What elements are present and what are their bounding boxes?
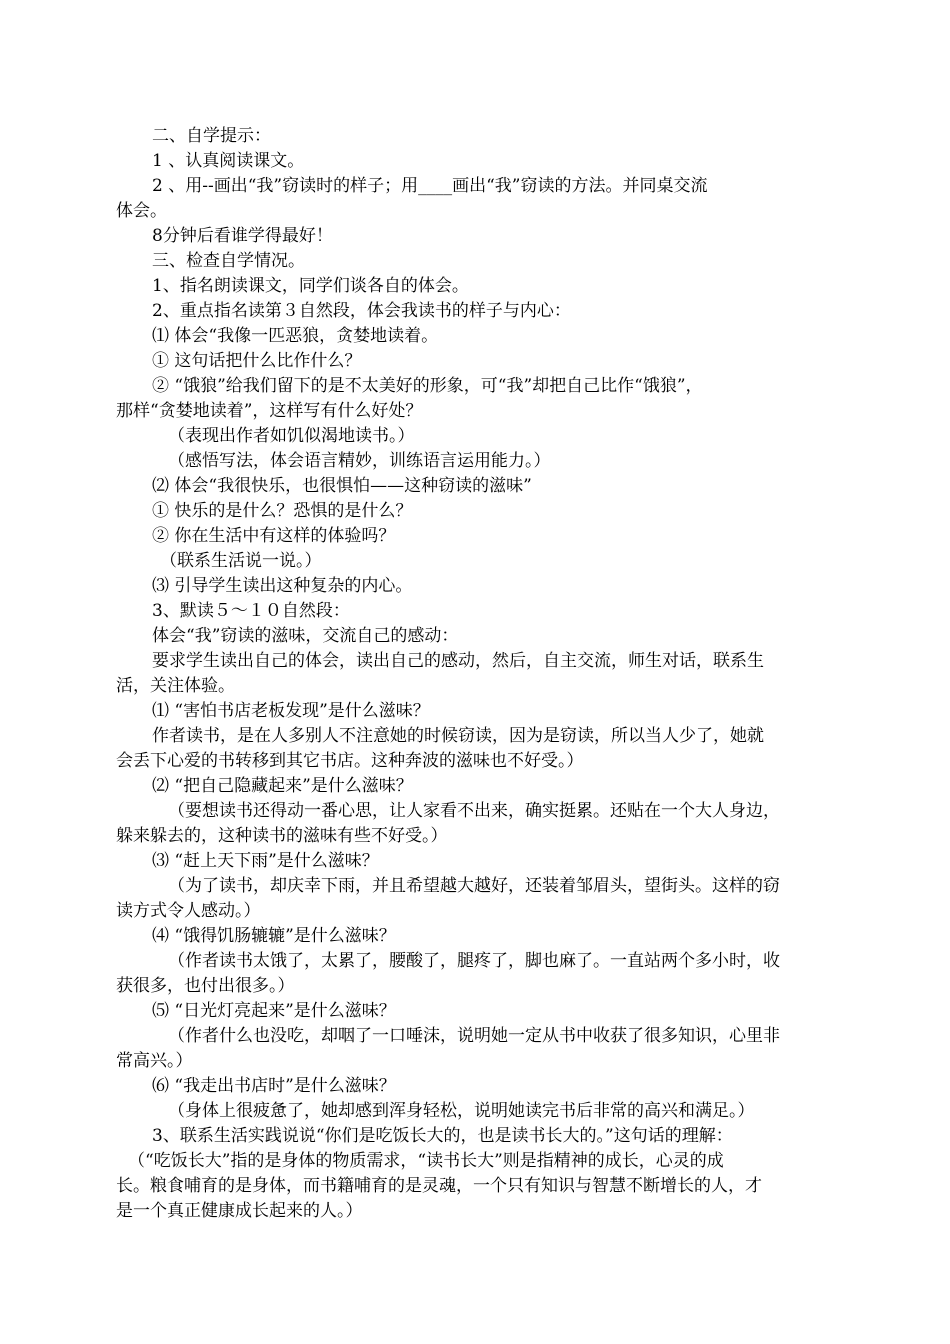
text-line: 会丢下心爱的书转移到其它书店。这种奔波的滋味也不好受。） [116,751,584,771]
document-page [116,124,850,1224]
text-line: ⑹ “我走出书店时”是什么滋味？ [152,1076,396,1096]
text-line: （要想读书还得动一番心思，让人家看不出来，确实挺累。还贴在一个大人身边， [168,801,780,821]
text-line: ⑶ “赶上天下雨”是什么滋味？ [152,851,379,871]
text-line: 2 、用--画出“我”窃读时的样子；用____画出“我”窃读的方法。并同桌交流 [152,176,708,196]
section-heading-self-study: 二、自学提示： [152,126,271,146]
text-line: （作者读书太饿了，太累了，腰酸了，腿疼了，脚也麻了。一直站两个多小时，收 [168,951,780,971]
text-line: （“吃饭长大”指的是身体的物质需求，“读书长大”则是指精神的成长，心灵的成 [128,1151,724,1171]
text-line: 3、默读５～１０自然段： [152,601,350,621]
text-line: 常高兴。） [116,1051,193,1071]
text-line: ⑷ “饿得饥肠辘辘”是什么滋味？ [152,926,396,946]
section-heading-check: 三、检查自学情况。 [152,251,305,271]
text-line: ⑵ “把自己隐藏起来”是什么滋味？ [152,776,413,796]
text-line: 体会。 [116,201,167,221]
text-line: （感悟写法，体会语言精妙，训练语言运用能力。） [168,451,551,471]
text-line: ⑵ 体会“我很快乐，也很惧怕——这种窃读的滋味” [152,476,532,496]
text-line: ① 这句话把什么比作什么？ [152,351,362,371]
text-line: 1、指名朗读课文，同学们谈各自的体会。 [152,276,469,296]
text-line: （身体上很疲惫了，她却感到浑身轻松，说明她读完书后非常的高兴和满足。） [168,1101,755,1121]
text-line: （作者什么也没吃，却咽了一口唾沫，说明她一定从书中收获了很多知识，心里非 [168,1026,780,1046]
text-line: 获很多，也付出很多。） [116,976,295,996]
text-line: 躲来躲去的，这种读书的滋味有些不好受。） [116,826,448,846]
text-line: 是一个真正健康成长起来的人。） [116,1201,363,1221]
text-line: 那样“贪婪地读着”，这样写有什么好处？ [116,401,423,421]
text-line: ② 你在生活中有这样的体验吗？ [152,526,396,546]
text-line: 2、重点指名读第３自然段，体会我读书的样子与内心： [152,301,571,321]
text-line: 体会“我”窃读的滋味，交流自己的感动： [152,626,459,646]
text-line: ⑶ 引导学生读出这种复杂的内心。 [152,576,413,596]
text-line: 活，关注体验。 [116,676,235,696]
text-line: ⑴ 体会“我像一匹恶狼，贪婪地读着。 [152,326,439,346]
text-line: 读方式令人感动。） [116,901,261,921]
text-line: ⑴ “害怕书店老板发现”是什么滋味？ [152,701,430,721]
text-line: 8分钟后看谁学得最好！ [152,226,333,246]
text-line: ① 快乐的是什么？恐惧的是什么？ [152,501,413,521]
text-line: （联系生活说一说。） [160,551,322,571]
text-line: （表现出作者如饥似渴地读书。） [168,426,415,446]
text-line: 3、联系生活实践说说“你们是吃饭长大的，也是读书长大的。”这句话的理解： [152,1126,733,1146]
text-line: ② “饿狼”给我们留下的是不太美好的形象，可“我”却把自己比作“饿狼”， [152,376,703,396]
text-line: （为了读书，却庆幸下雨，并且希望越大越好，还装着邹眉头，望街头。这样的窃 [168,876,780,896]
text-line: 要求学生读出自己的体会，读出自己的感动，然后，自主交流，师生对话，联系生 [152,651,764,671]
text-line: ⑸ “日光灯亮起来”是什么滋味？ [152,1001,396,1021]
text-line: 1 、认真阅读课文。 [152,151,305,171]
text-line: 作者读书，是在人多别人不注意她的时候窃读，因为是窃读，所以当人少了，她就 [152,726,764,746]
text-line: 长。粮食哺育的是身体，而书籍哺育的是灵魂，一个只有知识与智慧不断增长的人，才 [116,1176,762,1196]
